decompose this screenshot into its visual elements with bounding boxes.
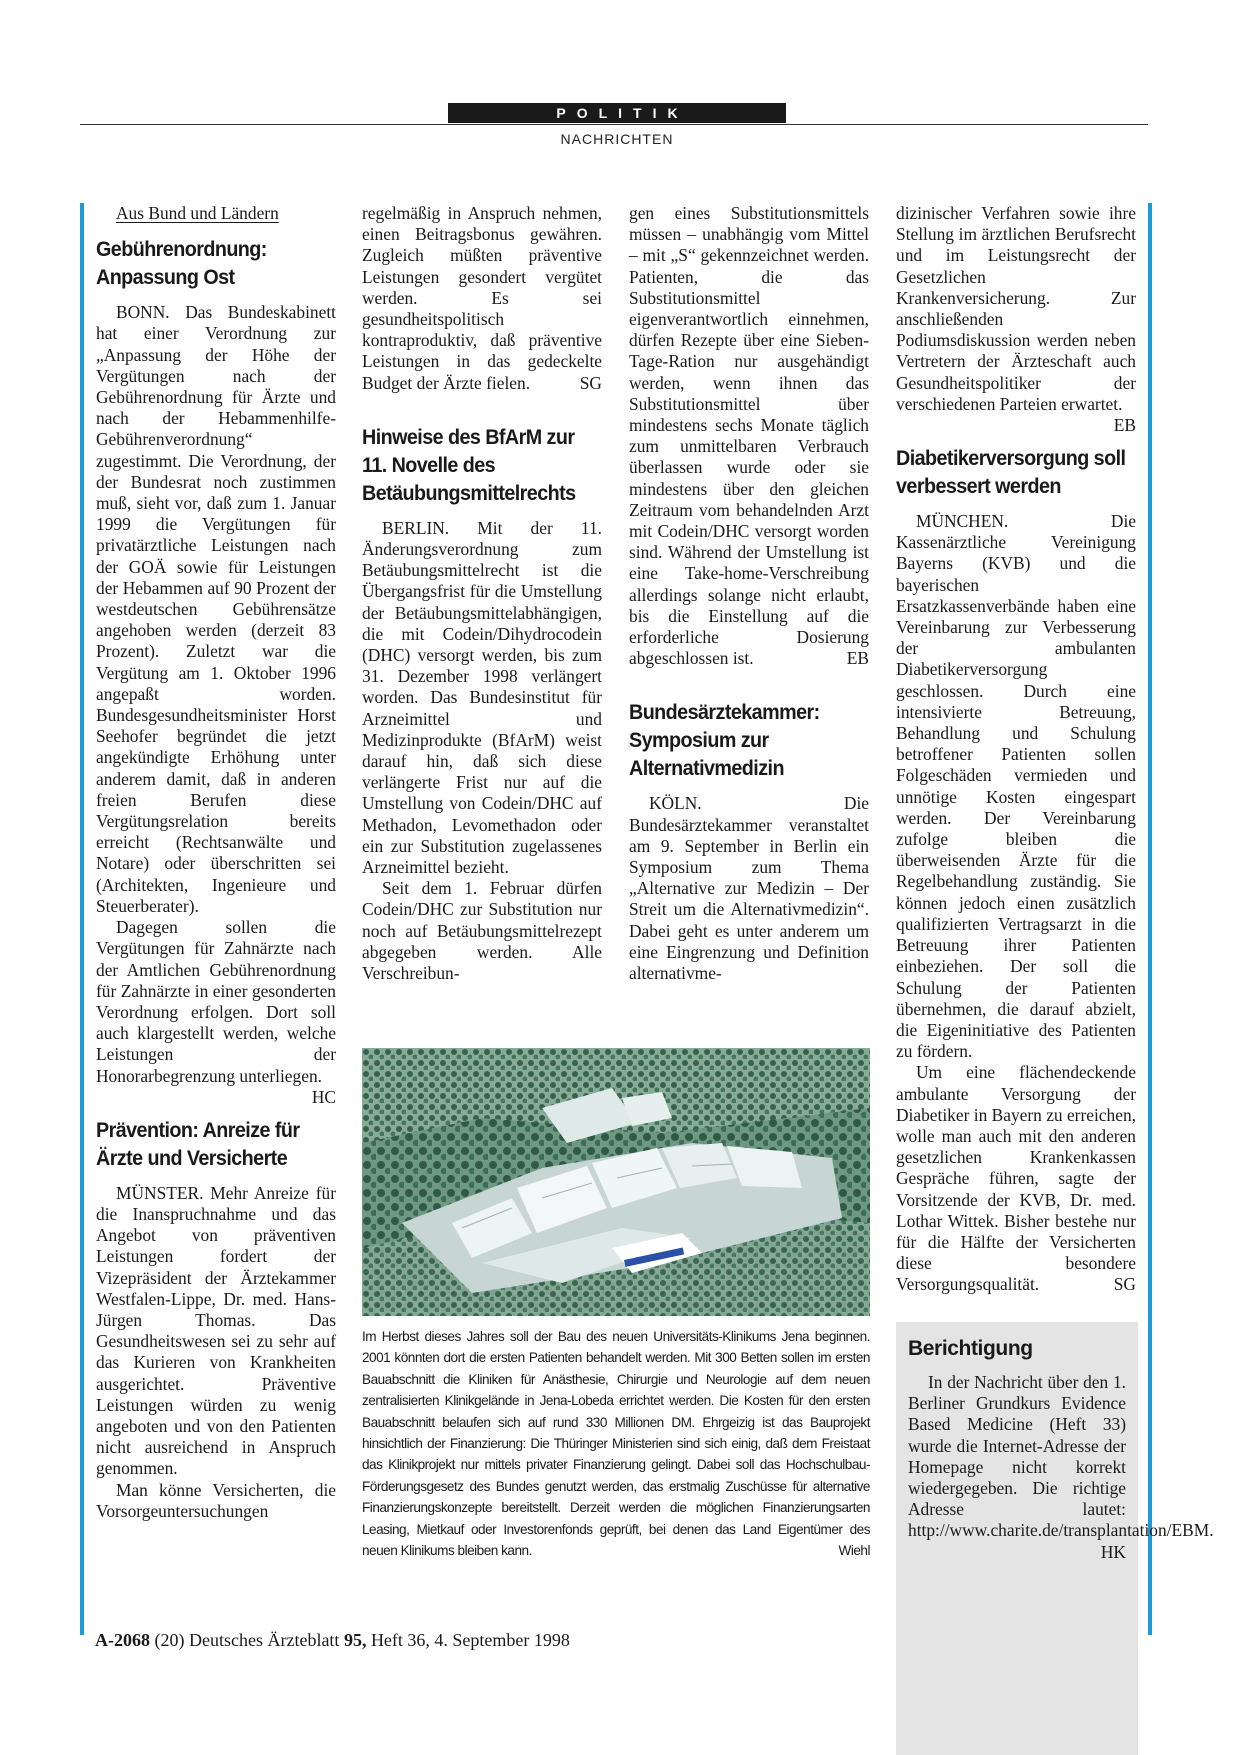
author-signature: SG (579, 372, 602, 393)
correction-text: In der Nachricht über den 1. Berliner Grundkurs Evidence Based Medicine (Heft 33) wurde die Internet-Adresse der Homepage nicht korrekt wiedergegeben. Die richtige Adresse lautet: http://www.charite.de/transplantation/EBM. HK (908, 1372, 1214, 1562)
subsection-header: NACHRICHTEN (560, 131, 674, 147)
article-title-diabetiker: Diabetikerversorgung soll verbessert werden (896, 447, 1126, 499)
author-signature: EB (846, 648, 869, 669)
article-paragraph: BERLIN. Mit der 11. Änderungsverordnung zum Betäubungsmittelrecht ist die Übergangsfrist für die Umstellung der Betäubungsmittelabhängigen, die mit Codein/Dihydrocodein (DHC) versorgt werden, bis zum 31. Dezember 1998 verlängert worden. Das Bundesinstitut für Arzneimittel und Medizinprodukte (BfArM) weist darauf hin, daß sich diese verlängerte Frist nur auf die Umstellung von Codein/DHC auf Methadon, Levomethadon oder ein zur Substitution zugelassenes Arzneimittel bezieht. (362, 517, 602, 878)
article-paragraph: gen eines Substitutionsmittels müssen – unabhängig vom Mittel – mit „S“ gekennzeichnet werden. Patienten, die das Substitutionsmittel eigenverantwortlich einnehmen, dürfen Rezepte über eine Sieben-Tage-Ration nur ausgehändigt werden, wenn ihnen das Substitutionsmittel über mindestens sechs Monate täglich zum unmittelbaren Verbrauch überlassen wurde oder sie mindestens über den gleichen Zeitraum vom behandelnden Arzt mit Codein/DHC versorgt worden sind. Während der Umstellung ist eine Take-home-Verschreibung allerdings solange nicht erlaubt, bis die Einstellung auf die erforderliche Dosierung abgeschlossen ist. EB (629, 203, 869, 669)
column-2 (362, 203, 602, 984)
article-paragraph: Man könne Versicherten, die Vorsorgeuntersuchungen (96, 1479, 336, 1521)
article-title-gebuehrenordnung: Gebührenordnung: Anpassung Ost (96, 238, 267, 290)
article-paragraph: MÜNSTER. Mehr Anreize für die Inanspruchnahme und das Angebot von präventiven Leistungen fordert der Vizepräsident der Ärztekammer Westfalen-Lippe, Dr. med. Hans-Jürgen Thomas. Das Gesundheitswesen sei zu sehr auf das Kurieren von Krankheiten ausgerichtet. Präventive Leistungen würden zu wenig angeboten und von den Patienten nicht ausreichend in Anspruch genommen. (96, 1182, 336, 1479)
left-column-rule (80, 203, 84, 1635)
article-paragraph: KÖLN. Die Bundesärztekammer veranstaltet am 9. September in Berlin ein Symposium zum Thema „Alternative zur Medizin – Der Streit um die Alternativmedizin“. Dabei geht es unter anderem um eine Eingrenzung und Definition alternativme- (629, 793, 869, 984)
spacer (362, 394, 602, 424)
page-footer (95, 1630, 570, 1651)
column-1 (96, 203, 336, 1522)
article-paragraph: dizinischer Verfahren sowie ihre Stellung im ärztlichen Berufsrecht und im Leistungsrecht der Gesetzlichen Krankenversicherung. Zur anschließenden Podiumsdiskussion werden neben Vertretern der Ärzteschaft auch Gesundheitspolitiker der verschiedenen Parteien erwartet. EB (896, 203, 1136, 436)
article-title-symposium: Bundesärztekammer: Symposium zur Alternativmedizin (629, 701, 820, 781)
spacer (629, 669, 869, 699)
page-number: A-2068 (95, 1630, 150, 1650)
author-signature: SG (1113, 1274, 1136, 1295)
article-paragraph: BONN. Das Bundeskabinett hat einer Verordnung zur „Anpassung der Höhe der Vergütungen nach der Gebührenordnung für Ärzte und nach der Hebammenhilfe-Gebührenverordnung“ zugestimmt. Die Verordnung, der der Bundesrat noch zustimmen muß, sieht vor, daß zum 1. Januar 1999 die Vergütungen für privatärztliche Leistungen nach der GOÄ sowie für Leistungen der Hebammen auf 90 Prozent der westdeutschen Gebührensätze angehoben werden (derzeit 83 Prozent). Zuletzt war die Vergütung am 1. Oktober 1996 angepaßt worden. Bundesgesundheitsminister Horst Seehofer begründet die jetzt angekündigte Erhöhung unter anderem damit, daß in anderen freien Berufen diese Vergütungsrelation bereits erreicht (Rechtsanwälte und Notare) oder überschritten sei (Architekten, Ingenieure und Steuerberater). (96, 302, 336, 916)
author-signature: HC (311, 1086, 336, 1107)
correction-title: Berichtigung (908, 1337, 1033, 1360)
article-paragraph: Seit dem 1. Februar dürfen Codein/DHC zur Substitution nur noch auf Betäubungsmittelrezept abgegeben werden. Alle Verschreibun- (362, 878, 602, 984)
column-3 (629, 203, 869, 984)
photo-caption: Im Herbst dieses Jahres soll der Bau des neuen Universitäts-Klinikums Jena beginnen. 2001 könnten dort die ersten Patienten behandelt werden. Mit 300 Betten sollen im ersten Bauabschnitt die Kliniken für Anästhesie, Chirurgie und Neurologie auf dem neuen zentralisierten Klinikgelände in Jena-Lobeda errichtet werden. Die Kosten für den ersten Bauabschnitt belaufen sich auf rund 330 Millionen DM. Ehrgeizig ist das Bauprojekt hinsichtlich der Finanzierung: Die Thüringer Ministerien sind sich einig, daß dem Freistaat das Klinikprojekt nur mittels privater Finanzierung gelingt. Dabei soll das Hochschulbau-Förderungsgesetz des Bundes genutzt werden, das erstmalig Zuschüsse für alternative Finanzierungskonzepte bereitstellt. Derzeit werden die möglichen Finanzierungsarten Leasing, Mietkauf oder Investorenfonds geprüft, bei denen das Land Eigentümer des neuen Klinikums bleiben kann. Wiehl (362, 1326, 870, 1561)
article-paragraph: Um eine flächendeckende ambulante Versorgung der Diabetiker in Bayern zu erreichen, wolle man auch mit den anderen gesetzlichen Krankenkassen Gespräche führen, sagte der Vorsitzende der KVB, Dr. med. Lothar Wittek. Bisher bestehe nur für die Hälfte der Versicherten diese besondere Versorgungsqualität. SG (896, 1062, 1136, 1295)
clinic-model-photo (362, 1048, 870, 1316)
article-title-praevention: Prävention: Anreize für Ärzte und Versicherte (96, 1118, 300, 1170)
column-4 (896, 203, 1136, 1296)
rubric: Aus Bund und Ländern (116, 203, 279, 223)
article-title-bfarm: Hinweise des BfArM zur 11. Novelle des Betäubungsmittelrechts (362, 425, 576, 505)
article-paragraph: regelmäßig in Anspruch nehmen, einen Beitragsbonus gewähren. Zugleich müßten präventive Leistungen gesondert vergütet werden. Es sei gesundheitspolitisch kontraproduktiv, daß präventive Leistungen in das gedeckelte Budget der Ärzte fielen. SG (362, 203, 602, 393)
article-paragraph: MÜNCHEN. Die Kassenärztliche Vereinigung Bayerns (KVB) und die bayerischen Ersatzkassenverbände haben eine Vereinbarung zur Verbesserung der ambulanten Diabetikerversorgung geschlossen. Durch eine intensivierte Betreuung, Behandlung und Schulung betroffener Patienten sollen Folgeschäden vermieden und unnötige Kosten eingespart werden. Der Vereinbarung zufolge bleiben die überweisenden Ärzte für die Regelbehandlung zuständig. Sie können jedoch einen zusätzlich qualifizierten Vertragsarzt in die Betreuung ihrer Patienten einbeziehen. Der soll die Schulung der Patienten übernehmen, die darauf abzielt, die Eigeninitiative des Patienten zu fördern. (896, 511, 1136, 1062)
clinic-model-illustration (362, 1048, 870, 1316)
header-rule (80, 124, 1148, 125)
right-column-rule (1148, 203, 1152, 1635)
article-paragraph: Dagegen sollen die Vergütungen für Zahnärzte nach der Amtlichen Gebührenordnung für Zahnärzte in einer gesonderten Verordnung erfolgen. Dort soll auch klargestellt werden, welche Leistungen der Honorarbegrenzung unterliegen. HC (96, 917, 336, 1107)
footer-volume: 95, (343, 1630, 367, 1650)
author-signature: EB (1113, 415, 1136, 436)
correction-box (896, 1322, 1214, 1755)
photo-credit: Wiehl (838, 1543, 870, 1559)
spacer (96, 1087, 336, 1117)
section-header: POLITIK (448, 103, 786, 123)
footer-issue: Heft 36, 4. September 1998 (370, 1630, 570, 1650)
spacer (896, 415, 1136, 445)
footer-source: (20) Deutsches Ärzteblatt (154, 1630, 340, 1650)
author-signature: HK (1100, 1541, 1126, 1562)
